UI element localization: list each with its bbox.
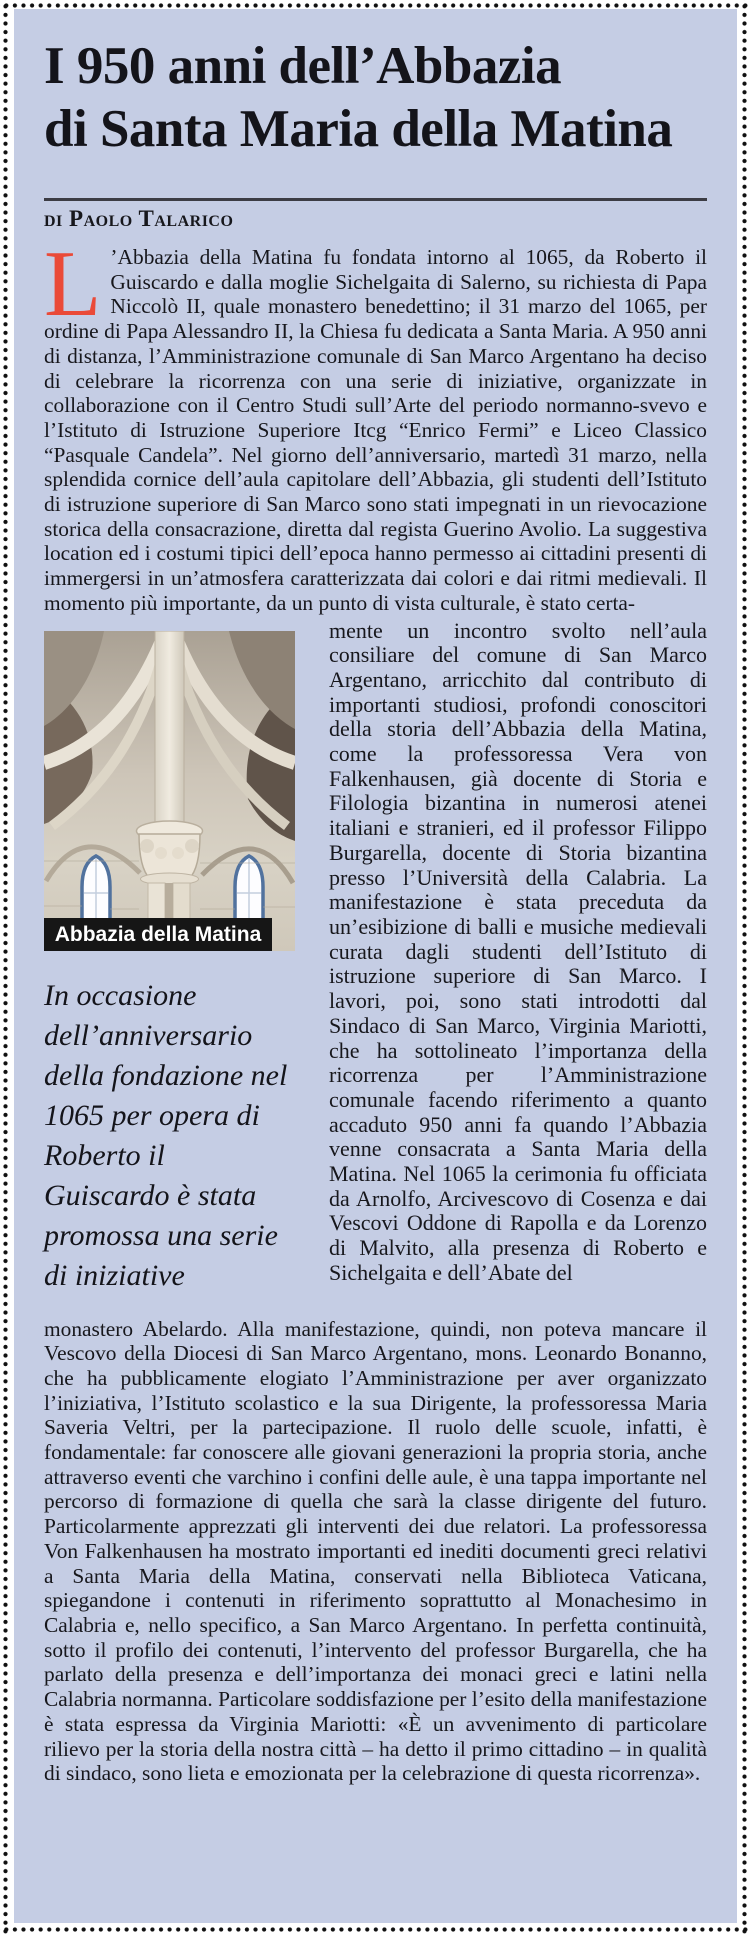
body-paragraph-1 bbox=[44, 232, 707, 616]
dotted-border-left bbox=[1, 0, 10, 1935]
body-paragraph-3: monastero Abelardo. Alla manifestazione, quindi, non poteva mancare il Vescovo della Diocesi di San Marco Argentano, mons. Leonardo Bonanno, che ha pubblicamente elogiato l’Amministrazione per aver organizzato l’iniziativa, l’Istituto scolastico e la sua Dirigente, la professoressa Maria Saveria Veltri, per la partecipazione. Il ruolo delle scuole, infatti, è fondamentale: far conoscere alle giovani generazioni la propria storia, anche attraverso eventi che varchino i confini delle aule, è una tappa importante nel percorso di formazione di quella che sarà la classe dirigente del futuro. Particolarmente apprezzati gli interventi dei due relatori. La professoressa Von Falkenhausen ha mostrato importanti ed inediti documenti greci relativi a Santa Maria della Matina, conservati nella Biblioteca Vaticana, spiegandone i contenuti in riferimento soprattutto al Monachesimo in Calabria e, nello specifico, a San Marco Argentano. In perfetta continuità, sotto il profilo dei contenuti, l’intervento del professor Burgarella, che ha parlato della presenza e dell’importanza dei monaci greci e latini nella Calabria normanna. Particolare soddisfazione per l’esito della manifestazione è stata espressa da Virginia Mariotti: «È un avvenimento di particolare rilievo per la storia della nostra città – ha detto il primo cittadino – in qualità di sindaco, sono lieta e emozionata per la celebrazione di questa ricorrenza». bbox=[44, 1316, 707, 1786]
drop-cap: L bbox=[44, 232, 102, 336]
abbey-interior-image bbox=[44, 631, 295, 951]
right-column-text: mente un incontro svolto nell’aula consiliare del comune di San Marco Argentano, arricchito dal contributo di importanti studiosi, profondi conoscitori della storia dell’Abbazia della Matina, come la professoressa Vera von Falkenhausen, già docente di Storia e Filologia bizantina in numerosi atenei italiani e stranieri, ed il professor Filippo Burgarella, docente di Storia bizantina presso l’Università della Calabria. La manifestazione è stata preceduta da un’esibizione di balli e musiche medievali curata dagli studenti dell’Istituto di istruzione superiore di San Marco. I lavori, poi, sono stati introdotti dal Sindaco di San Marco, Virginia Mariotti, che ha sottolineato l’importanza della ricorrenza per l’Amministrazione comunale facendo riferimento a quanto accaduto 950 anni fa quando l’Abbazia venne consacrata a Santa Maria della Matina. Nel 1065 la cerimonia fu officiata da Arnolfo, Arcivescovo di Cosenza e dai Vescovi Oddone di Rapolla e da Lorenzo di Malvito, alla presenza di Roberto e Sichelgaita e dell’Abate del bbox=[329, 617, 707, 1285]
byline: di Paolo Talarico bbox=[44, 206, 234, 231]
title-line-2: di Santa Maria della Matina bbox=[44, 100, 673, 158]
pull-quote: In occasione dell’anniversario della fondazione nel 1065 per opera di Roberto il Guiscardo è stata promossa una serie di iniziative bbox=[44, 978, 288, 1292]
body-text-1: ’Abbazia della Matina fu fondata intorno al 1065, da Roberto il Guiscardo e dalla moglie Sichelgaita di Salerno, su richiesta di Papa Niccolò II, quale monastero benedettino; il 31 marzo del 1065, per ordine di Papa Alessandro II, la Chiesa fu dedicata a Santa Maria. A 950 anni di distanza, l’Amministrazione comunale di San Marco Argentano ha deciso di celebrare la ricorrenza con una serie di iniziative, organizzate in collaborazione con il Centro Studi sull’Arte del periodo normanno-svevo e l’Istituto di Istruzione Superiore Itcg “Enrico Fermi” e Liceo Classico “Pasquale Candela”. Nel giorno dell’anniversario, martedì 31 marzo, nella splendida cornice dell’aula capitolare dell’Abbazia, gli studenti dell’Istituto di istruzione superiore di San Marco sono stati impegnati in un rievocazione storica della consacrazione, diretta dal regista Guerino Avolio. La suggestiva location ed i costumi tipici dell’epoca hanno permesso ai cittadini presenti di immergersi in un’atmosfera caratterizzata dai colori e dai ritmi medievali. Il momento più importante, da un punto di vista culturale, è stato certa- bbox=[44, 245, 707, 615]
byline-rule bbox=[44, 198, 707, 201]
photo-caption: Abbazia della Matina bbox=[44, 918, 272, 951]
article-panel bbox=[14, 9, 737, 1923]
left-column bbox=[44, 619, 295, 1296]
abbey-photo bbox=[44, 631, 295, 951]
article-body bbox=[44, 232, 707, 1786]
dotted-border-bottom bbox=[0, 1925, 750, 1934]
middle-section bbox=[44, 619, 707, 1317]
title-line-1: I 950 anni dell’Abbazia bbox=[44, 37, 562, 95]
page-title bbox=[44, 35, 707, 161]
dotted-border-right bbox=[740, 0, 749, 1935]
